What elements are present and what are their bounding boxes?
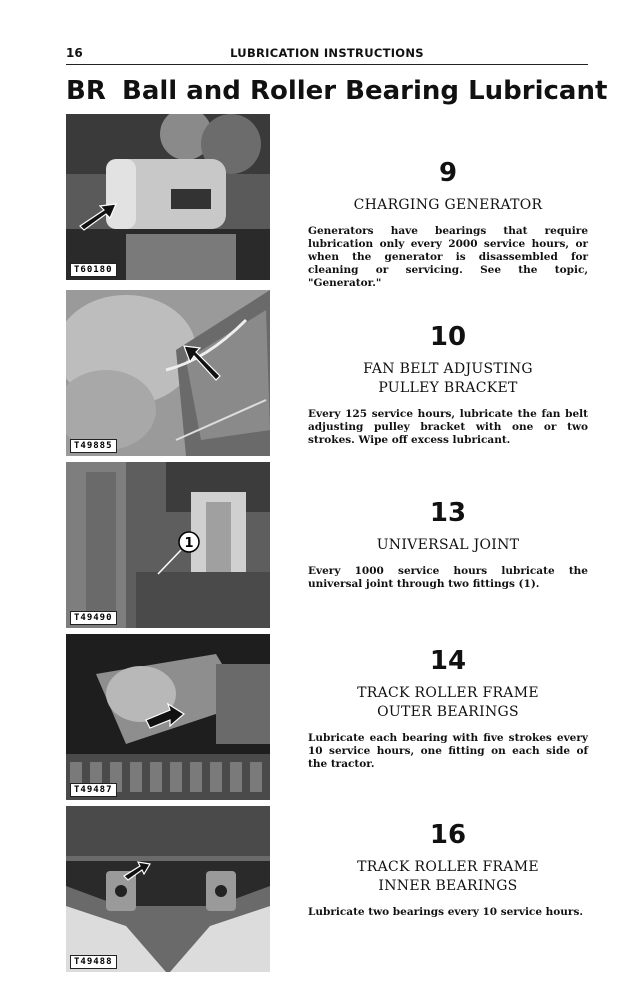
callout-1: 1 [184,536,194,551]
running-title: LUBRICATION INSTRUCTIONS [230,46,424,60]
item-number: 13 [429,498,467,528]
page-header [66,44,588,65]
section-title [66,76,607,106]
photo-universal-joint [66,462,270,628]
item-description: Every 125 service hours, lubricate the fan belt adjusting pulley bracket with one or two strokes. Wipe off excess lubricant. [308,408,588,446]
photo-track-roller-outer [66,634,270,800]
photo-fan-belt-pulley [66,290,270,456]
photo-label: T49487 [70,783,117,797]
item-description: Generators have bearings that require lubrication only every 2000 service hours, or when the generator is disassembled for cleaning or servicing. See the topic, "Generator." [308,225,588,289]
item-title: FAN BELT ADJUSTING PULLEY BRACKET [363,361,533,396]
item-number: 16 [429,820,467,850]
item-number: 9 [438,158,458,188]
lube-item-16 [308,820,588,919]
photo-label: T49490 [70,611,117,625]
item-description: Lubricate two bearings every 10 service hours. [308,906,584,918]
item-number: 10 [429,322,467,352]
item-description: Every 1000 service hours lubricate the universal joint through two fittings (1). [308,565,588,590]
section-heading: Ball and Roller Bearing Lubricant [122,76,608,106]
item-title: TRACK ROLLER FRAME INNER BEARINGS [357,859,539,894]
item-title: CHARGING GENERATOR [353,197,543,213]
item-description: Lubricate each bearing with five strokes every 10 service hours, one fitting on each side of the tractor. [308,732,588,770]
lube-item-10 [308,322,588,447]
photo-charging-generator [66,114,270,280]
item-title: TRACK ROLLER FRAME OUTER BEARINGS [357,685,539,720]
photo-track-roller-inner [66,806,270,972]
page-number: 16 [66,46,83,60]
lube-item-13 [308,498,588,591]
photo-label: T49885 [70,439,117,453]
photo-label: T49488 [70,955,117,969]
photo-label: T60180 [70,263,117,277]
lube-item-14 [308,646,588,771]
section-code: BR [66,76,106,106]
lube-item-9 [308,158,588,290]
item-number: 14 [429,646,467,676]
item-title: UNIVERSAL JOINT [376,537,520,553]
